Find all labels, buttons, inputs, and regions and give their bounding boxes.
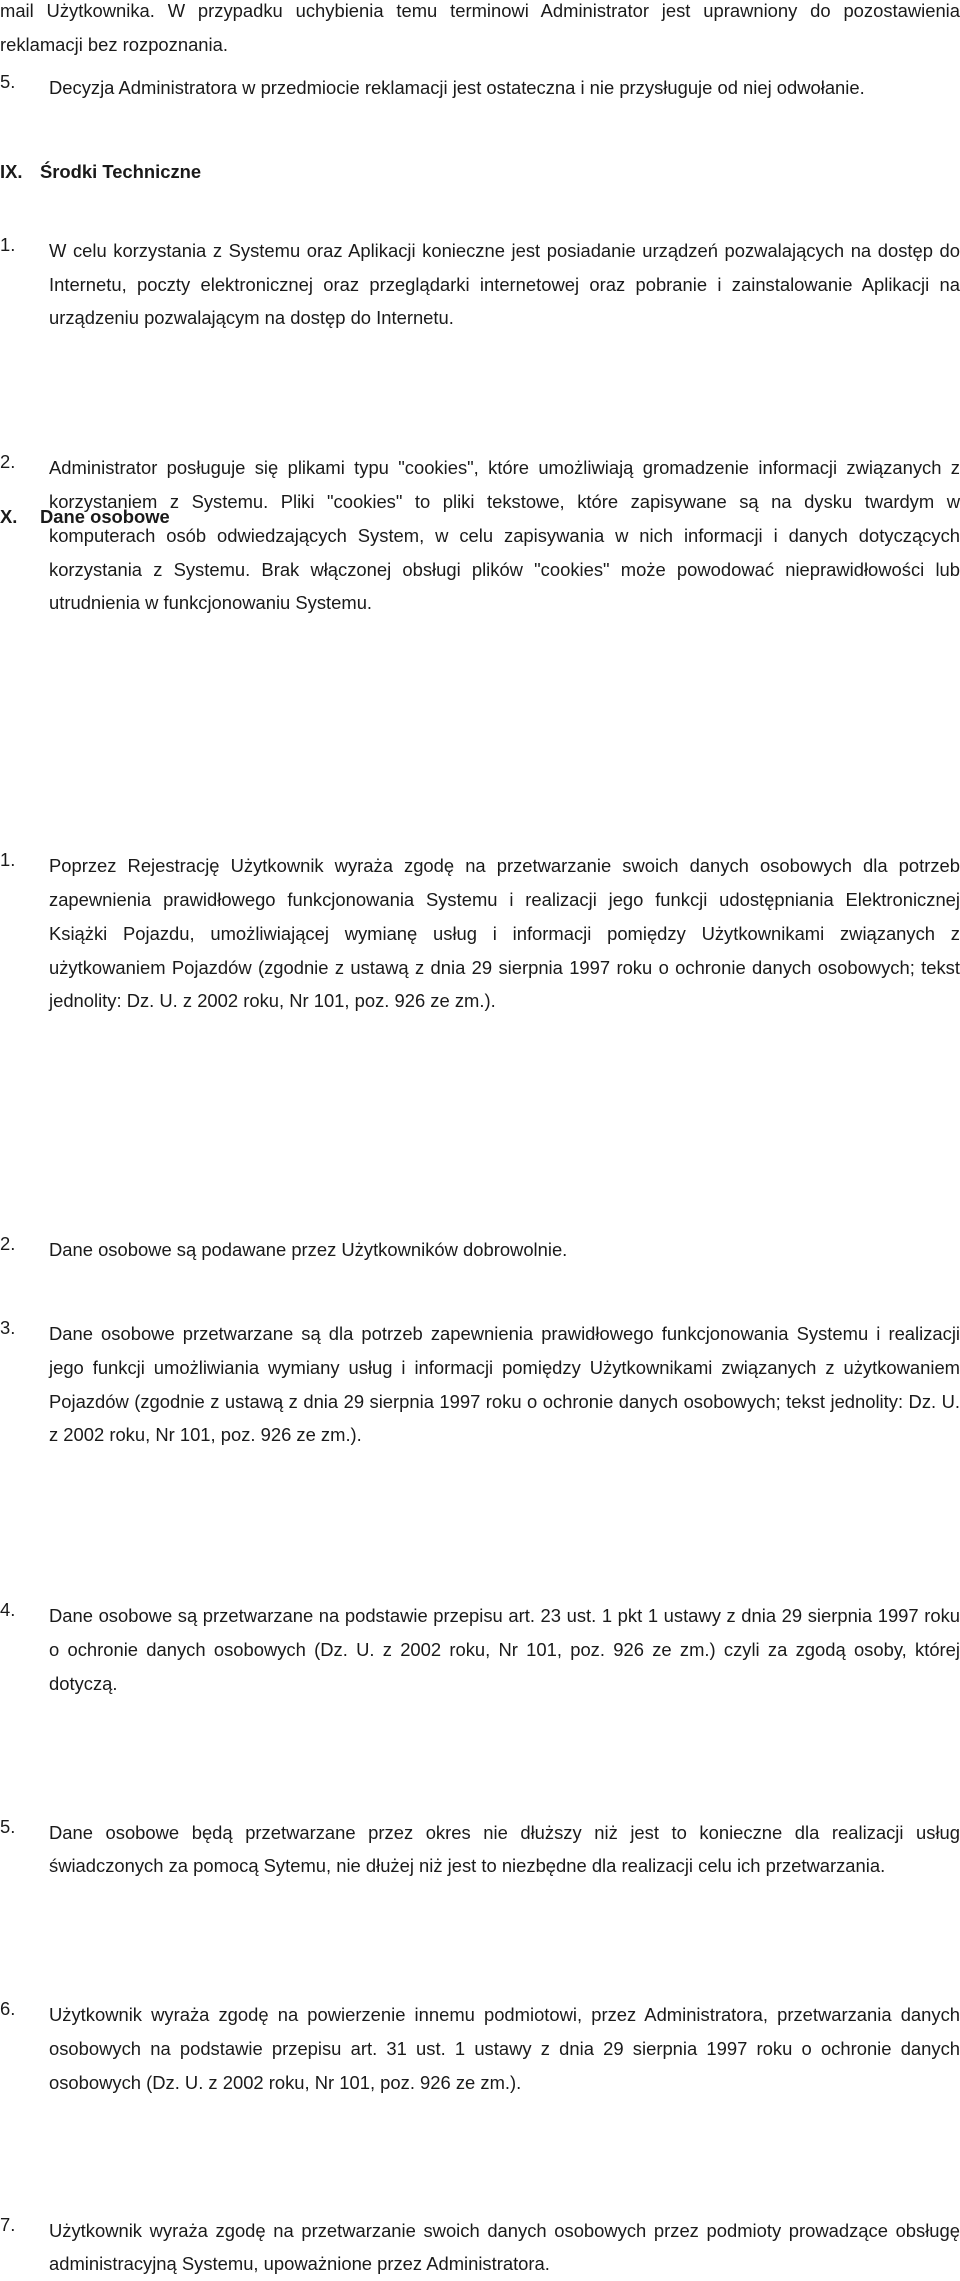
list-item-number: 2. <box>0 1233 16 1255</box>
list-item-number: 5. <box>0 1815 16 1837</box>
list-item-text: W celu korzystania z Systemu oraz Aplikacji konieczne jest posiadanie urządzeń pozwalających na dostęp do Internetu, poczty elektronicznej oraz przeglądarki internetowej oraz pobranie i zainstalowanie Aplikacji na urządzeniu pozwalającym na dostęp do Internetu. <box>49 239 960 329</box>
continuation-paragraph: mail Użytkownika. W przypadku uchybienia temu terminowi Administrator jest uprawniony do pozostawienia reklamacji bez rozpoznania. <box>0 0 960 55</box>
section-heading <box>0 155 960 188</box>
list-item-number: 5. <box>0 71 16 92</box>
list-item <box>0 451 960 620</box>
list-item <box>0 1317 960 1452</box>
list-item-number: 3. <box>0 1316 16 1338</box>
list-item <box>0 2214 960 2281</box>
list-item-text: Dane osobowe są podawane przez Użytkowników dobrowolnie. <box>49 1239 568 1261</box>
list-item-text: Użytkownik wyraża zgodę na przetwarzanie swoich danych osobowych przez podmioty prowadzące obsługę administracyjną Systemu, upoważnione przez Administratora. <box>49 2219 960 2275</box>
list-item-number: 6. <box>0 1998 16 2020</box>
list-item-text: Administrator posługuje się plikami typu "cookies", które umożliwiają gromadzenie informacji związanych z korzystaniem z Systemu. Pliki "cookies" to pliki tekstowe, które zapisywane są na dysku twardym w komputerach osób odwiedzających System, w celu zapisywania w nich informacji i danych dotyczących korzystania z Systemu. Brak włączonej obsługi plików "cookies" może powodować nieprawidłowości lub utrudnienia w funkcjonowaniu Systemu. <box>49 457 960 614</box>
continuation-block <box>0 0 960 62</box>
list-item-text: Poprzez Rejestrację Użytkownik wyraża zgodę na przetwarzanie swoich danych osobowych dla potrzeb zapewnienia prawidłowego funkcjonowania Systemu i realizacji jego funkcji udostępniania Elektronicznej Książki Pojazdu, umożliwiającej wymianę usług i informacji pomiędzy Użytkownikami związanych z użytkowaniem Pojazdów (zgodnie z ustawą z dnia 29 sierpnia 1997 roku o ochronie danych osobowych; tekst jednolity: Dz. U. z 2002 roku, Nr 101, poz. 926 ze zm.). <box>49 855 960 1012</box>
section-heading <box>0 500 960 533</box>
list-item-text: Decyzja Administratora w przedmiocie reklamacji jest ostateczna i nie przysługuje od niej odwołanie. <box>49 77 865 98</box>
list-item <box>0 71 960 105</box>
list-item <box>0 1998 960 2099</box>
list-item-number: 4. <box>0 1599 16 1621</box>
section-number: IX. <box>0 161 23 182</box>
list-item-text: Użytkownik wyraża zgodę na powierzenie innemu podmiotowi, przez Administratora, przetwarzania danych osobowych na podstawie przepisu art. 31 ust. 1 ustawy z dnia 29 sierpnia 1997 roku o ochronie danych osobowych (Dz. U. z 2002 roku, Nr 101, poz. 926 ze zm.). <box>49 2004 960 2093</box>
list-item <box>0 1233 960 1267</box>
section-title: Środki Techniczne <box>40 161 202 182</box>
section-title: Dane osobowe <box>40 506 170 527</box>
list-item <box>0 1599 960 1700</box>
list-item <box>0 1816 960 1884</box>
list-item-number: 1. <box>0 233 16 255</box>
list-item-number: 7. <box>0 2213 16 2235</box>
list-item-text: Dane osobowe przetwarzane są dla potrzeb zapewnienia prawidłowego funkcjonowania Systemu i realizacji jego funkcji umożliwiania wymiany usług i informacji pomiędzy Użytkownikami związanych z użytkowaniem Pojazdów (zgodnie z ustawą z dnia 29 sierpnia 1997 roku o ochronie danych osobowych; tekst jednolity: Dz. U. z 2002 roku, Nr 101, poz. 926 ze zm.). <box>49 1322 960 1446</box>
list-item-text: Dane osobowe będą przetwarzane przez okres nie dłuższy niż jest to konieczne dla realizacji usług świadczonych za pomocą Sytemu, nie dłużej niż jest to niezbędne dla realizacji celu ich przetwarzania. <box>49 1821 960 1877</box>
list-item-text: Dane osobowe są przetwarzane na podstawie przepisu art. 23 ust. 1 pkt 1 ustawy z dnia 29 sierpnia 1997 roku o ochronie danych osobowych (Dz. U. z 2002 roku, Nr 101, poz. 926 ze zm.) czyli za zgodą osoby, której dotyczą. <box>49 1605 960 1694</box>
section-number: X. <box>0 506 18 527</box>
list-item <box>0 849 960 1018</box>
list-item <box>0 234 960 335</box>
list-item-number: 2. <box>0 451 16 473</box>
list-item-number: 1. <box>0 849 16 871</box>
